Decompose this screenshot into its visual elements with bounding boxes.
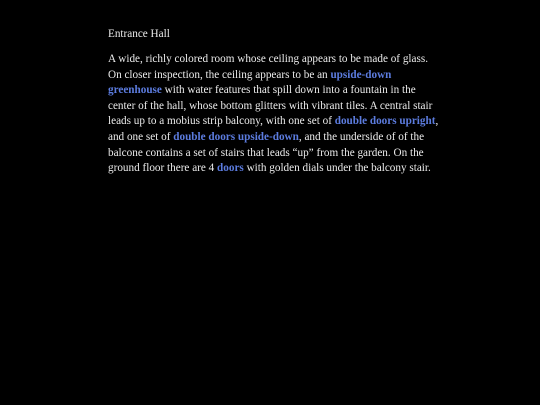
link-double-doors-upside-down[interactable]: double doors upside-down [173, 130, 299, 143]
description-text: with water features that spill down into a fountain in the center of the hall, whose bottom glitters with vibrant tiles. A central stair leads up to a mobius strip balcony, with one set of [108, 84, 433, 128]
room-title: Entrance Hall [108, 28, 170, 40]
description-text: with golden dials under the balcony stair. [243, 162, 431, 175]
description-text: , and the underside of of the balcone contains a set of stairs that leads “up” from the garden. On the ground floor there are 4 [108, 130, 425, 175]
room-panel [108, 27, 443, 177]
link-upside-down-greenhouse[interactable]: upside-down greenhouse [108, 68, 392, 97]
link-doors[interactable]: doors [217, 162, 244, 175]
link-double-doors-upright[interactable]: double doors upright [334, 115, 436, 128]
room-description [108, 52, 443, 177]
description-text: A wide, richly colored room whose ceiling appears to be made of glass. On closer inspection, the ceiling appears to be an [108, 53, 428, 81]
description-text: , and one set of [108, 115, 439, 143]
